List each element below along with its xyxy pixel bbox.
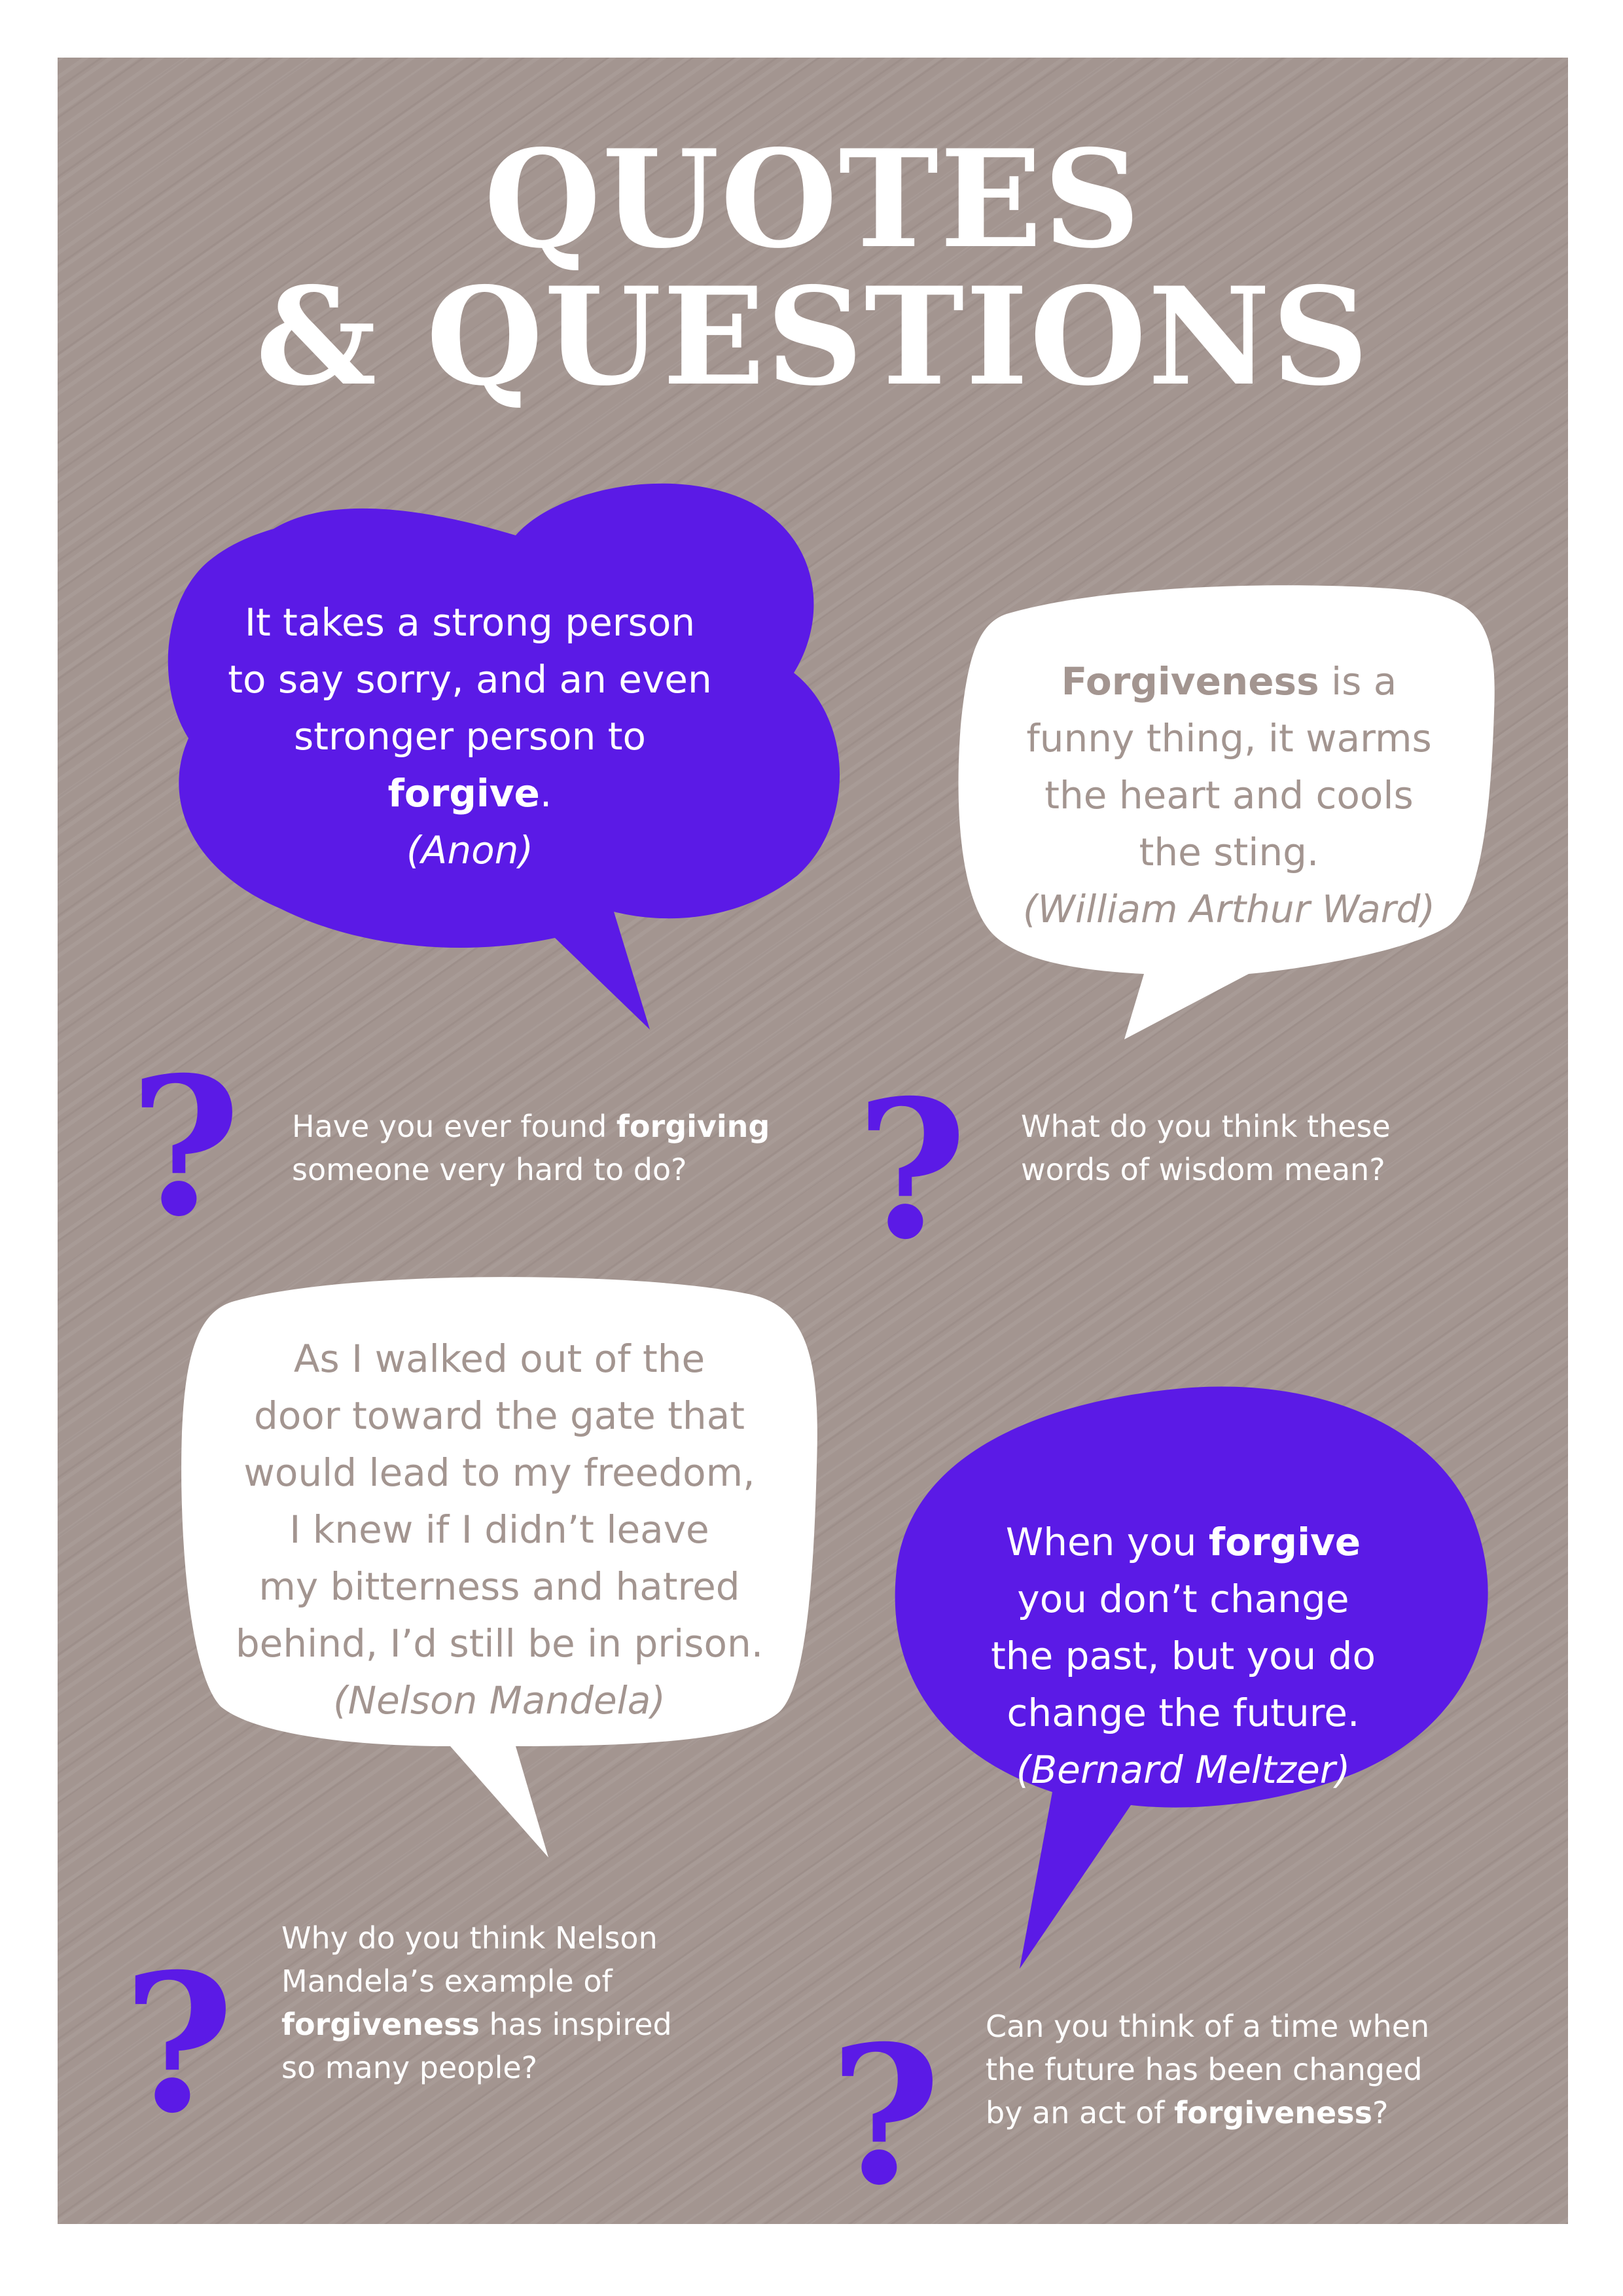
question-mark-icon: ? bbox=[123, 1933, 234, 2155]
question-mark-icon: ? bbox=[830, 2005, 941, 2224]
keyword-forgiveness: Forgiveness bbox=[1061, 659, 1319, 704]
quote-line: Forgiveness is a bbox=[1061, 659, 1397, 704]
quote-line: behind, I’d still be in prison. bbox=[235, 1621, 764, 1666]
quote-line: change the future. bbox=[1007, 1691, 1360, 1735]
quote-line: As I walked out of the bbox=[293, 1336, 705, 1381]
question-text: Why do you think Nelson Mandela’s example of forgiveness has inspired so many people? bbox=[281, 1920, 672, 2085]
question-text: Can you think of a time when the future has been changed by an act of forgiveness? bbox=[986, 2009, 1430, 2130]
poster-background bbox=[58, 58, 1568, 2224]
quote-line: my bitterness and hatred bbox=[259, 1564, 740, 1609]
quote-line: you don’t change bbox=[1017, 1577, 1349, 1621]
quote-nelson-mandela bbox=[182, 1331, 817, 1729]
quote-line: the heart and cools bbox=[1044, 773, 1414, 817]
title-line-1: QUOTES bbox=[484, 121, 1142, 278]
keyword-forgive: forgive bbox=[1208, 1520, 1361, 1564]
question-text: Have you ever found forgiving someone very hard to do? bbox=[292, 1109, 770, 1187]
quote-line: the sting. bbox=[1139, 830, 1319, 874]
quote-author: (Anon) bbox=[406, 828, 533, 872]
quote-line: It takes a strong person bbox=[244, 600, 696, 645]
title-line-2: & QUESTIONS bbox=[255, 259, 1370, 416]
quote-line: would lead to my freedom, bbox=[243, 1450, 755, 1495]
question-text: What do you think these words of wisdom mean? bbox=[1021, 1109, 1391, 1187]
question-mark-icon: ? bbox=[130, 1036, 241, 1259]
quote-line: I knew if I didn’t leave bbox=[289, 1507, 709, 1552]
quote-author: (Bernard Meltzer) bbox=[1016, 1748, 1351, 1792]
quote-bernard-meltzer bbox=[902, 1514, 1465, 1799]
quote-line: When you forgive bbox=[1005, 1520, 1361, 1564]
quote-line: the past, but you do bbox=[991, 1634, 1376, 1678]
quote-anon bbox=[208, 594, 732, 879]
quote-line: stronger person to forgive. bbox=[293, 714, 647, 816]
question-mark-icon: ? bbox=[856, 1059, 967, 1282]
quote-william-arthur-ward bbox=[967, 653, 1491, 938]
quote-author: (Nelson Mandela) bbox=[333, 1678, 666, 1723]
quote-author: (William Arthur Ward) bbox=[1023, 887, 1435, 931]
quote-line: door toward the gate that bbox=[254, 1393, 745, 1438]
quote-line: to say sorry, and an even bbox=[228, 657, 712, 702]
quote-line: funny thing, it warms bbox=[1026, 716, 1432, 761]
keyword-forgive: forgive bbox=[387, 771, 540, 816]
